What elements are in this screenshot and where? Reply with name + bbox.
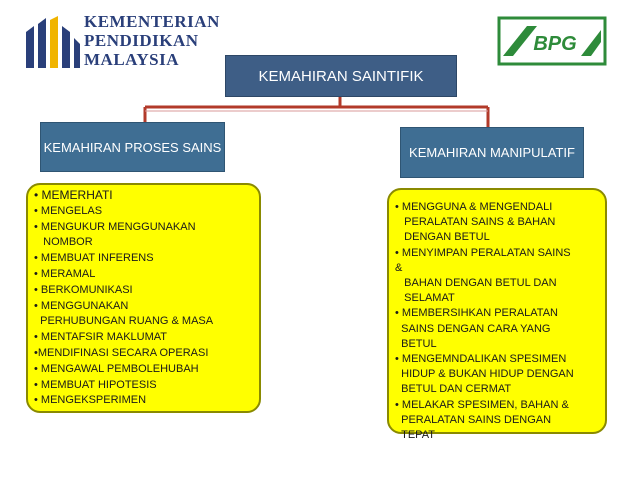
list-item: • MERAMAL xyxy=(34,267,96,280)
list-item: • MENYIMPAN PERALATAN SAINS & BAHAN DENGAN BETUL DAN SELAMAT xyxy=(395,246,571,305)
logo-line-2: PENDIDIKAN xyxy=(84,31,199,50)
right-category-header: KEMAHIRAN MANIPULATIF xyxy=(400,127,584,178)
manipulative-skills-list xyxy=(387,188,607,442)
logo-line-1: KEMENTERIAN xyxy=(84,12,220,31)
list-item: • MENGGUNAKAN PERHUBUNGAN RUANG & MASA xyxy=(34,299,214,328)
list-item: • MELAKAR SPESIMEN, BAHAN & PERALATAN SAINS DENGAN TEPAT xyxy=(395,398,569,442)
list-item: • MENGUKUR MENGGUNAKAN NOMBOR xyxy=(34,220,196,249)
list-item: • MEMERHATI xyxy=(34,188,113,202)
bpg-logo-text: BPG xyxy=(533,33,577,55)
process-skills-list xyxy=(26,183,261,413)
list-item: • MENGEMNDALIKAN SPESIMEN HIDUP & BUKAN HIDUP DENGAN BETUL DAN CERMAT xyxy=(395,353,574,396)
left-category-header: KEMAHIRAN PROSES SAINS xyxy=(40,122,225,172)
logo-line-3: MALAYSIA xyxy=(84,50,180,69)
list-item: • MENGELAS xyxy=(34,204,103,217)
list-item: • MENGAWAL PEMBOLEHUBAH xyxy=(34,362,199,375)
list-item: • MENTAFSIR MAKLUMAT xyxy=(34,331,168,344)
list-item: • MEMBUAT HIPOTESIS xyxy=(34,378,157,391)
list-item: •MENDIFINASI SECARA OPERASI xyxy=(34,346,209,359)
list-item: • MENGGUNA & MENGENDALI PERALATAN SAINS & BAHAN DENGAN BETUL xyxy=(395,201,556,244)
list-item: • MENGEKSPERIMEN xyxy=(34,394,147,407)
list-item: • MEMBERSIHKAN PERALATAN SAINS DENGAN CARA YANG BETUL xyxy=(395,307,558,350)
diagram-title: KEMAHIRAN SAINTIFIK xyxy=(225,55,457,97)
list-item: • BERKOMUNIKASI xyxy=(34,283,133,296)
list-item: • MEMBUAT INFERENS xyxy=(34,252,154,265)
